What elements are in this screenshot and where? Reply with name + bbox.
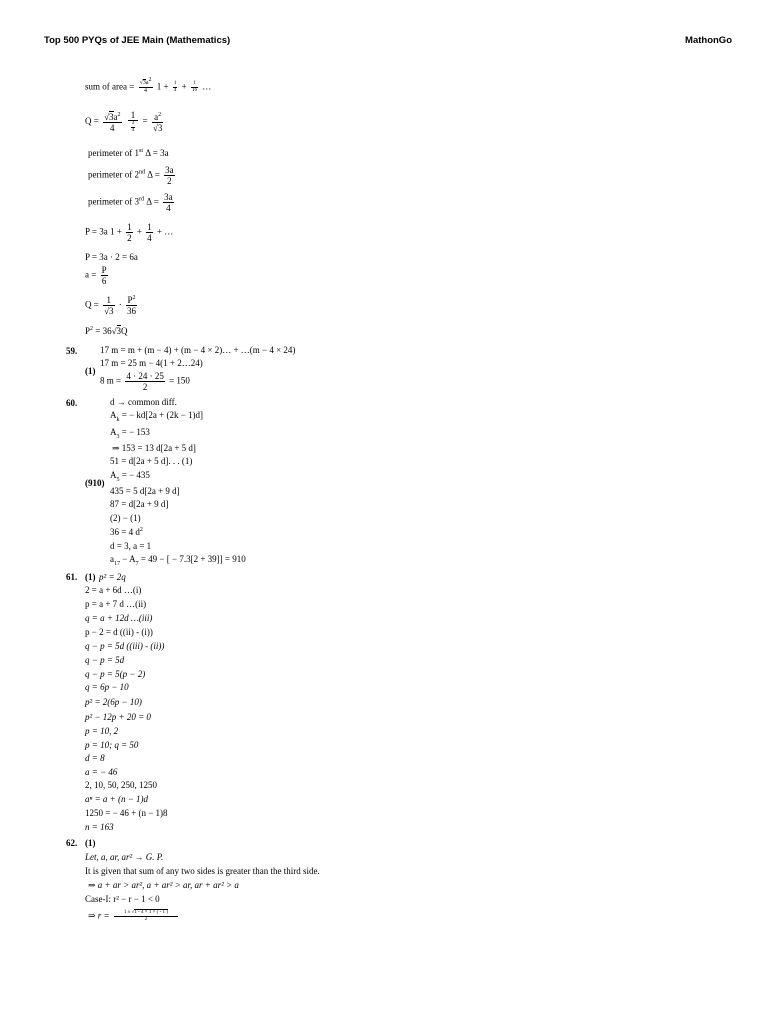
q59-line-3: 8 m = $\frac{4 \cdot 24 \cdot 25}{2}$ = 150 (100, 371, 190, 392)
q61-line-4: q = a + 12d …(iii) (85, 613, 153, 623)
q59-line-2: 17 m = 25 m − 4(1 + 2…24) (100, 358, 203, 368)
answer-62: (1) (85, 838, 96, 848)
q62-line-5: ⇒ r = $\frac{1 \pm √1 - 4 \times 1 \times ( - 1 )}{2}$ (88, 910, 180, 923)
q60-line-9: (2) − (1) (110, 513, 141, 523)
q61-line-19: n = 163 (85, 822, 114, 832)
q61-line-10: p² = 2(6p − 10) (85, 697, 142, 707)
q-area-line: Q = $\frac{√3a^2}{4}$ $\frac{1}{\frac{3}{4}}$ = $\frac{a^2}{√3}$ (85, 110, 163, 133)
q61-line-18: 1250 = − 46 + (n − 1)8 (85, 808, 168, 818)
q61-line-9: q = 6p − 10 (85, 682, 129, 692)
header-brand: MathonGo (685, 35, 732, 46)
answer-61: (1) (85, 572, 96, 582)
q-expression-line: Q = $\frac{1}{√3}$ · $\frac{P^2}{36}$ (85, 295, 137, 316)
perimeter-2-line: perimeter of 2nd Δ = $\frac{3a}{2}$ (88, 165, 174, 186)
q60-line-11: d = 3, a = 1 (110, 541, 152, 551)
sum-of-area-line: sum of area = $\frac{√3a^2}{4}$ 1 + $\frac{1}{4}$ + $\frac{1}{16}$ … (85, 77, 212, 94)
q61-line-3: p = a + 7 d …(ii) (85, 599, 147, 609)
q61-line-13: p = 10; q = 50 (85, 740, 139, 750)
q60-line-2: $A_k$ = − kd[2a + (2k − 1)d] (110, 410, 204, 423)
q61-line-8: q − p = 5(p − 2) (85, 669, 146, 679)
q62-line-3: ⇒ a + ar > ar², a + ar² > ar, ar + ar² > a (88, 880, 239, 890)
q60-line-5: 51 = d[2a + 5 d]. . . (1) (110, 456, 193, 466)
q61-line-16: 2, 10, 50, 250, 1250 (85, 780, 157, 790)
q60-line-1: d → common diff. (110, 397, 177, 407)
question-number-62: 62. (66, 838, 78, 848)
q60-line-8: 87 = d[2a + 9 d] (110, 499, 169, 509)
q62-line-2: It is given that sum of any two sides is greater than the third side. (85, 866, 320, 876)
q59-line-1: 17 m = m + (m − 4) + (m − 4 × 2)… + …(m − 4 × 24) (100, 345, 296, 355)
q61-line-12: p = 10, 2 (85, 726, 119, 736)
q60-line-6: $A_5$ = − 435 (110, 470, 150, 483)
q61-line-14: d = 8 (85, 753, 105, 763)
a-value-line: a = $\frac{P}{6}$ (85, 265, 107, 286)
header-title: Top 500 PYQs of JEE Main (Mathematics) (44, 35, 231, 46)
q60-line-4: ⇒ 153 = 13 d[2a + 5 d] (112, 443, 196, 453)
answer-59: (1) (85, 366, 96, 376)
q61-line-11: p² − 12p + 20 = 0 (85, 712, 151, 722)
q61-line-7: q − p = 5d (85, 655, 125, 665)
final-relation-line: $P^2 = 36√3Q$ (85, 326, 128, 336)
question-number-59: 59. (66, 346, 78, 356)
q60-line-7: 435 = 5 d[2a + 9 d] (110, 486, 180, 496)
q61-line-5: p − 2 = d ((ii) - (i)) (85, 627, 153, 637)
perimeter-1-line: perimeter of 1st Δ = 3a (88, 148, 169, 158)
q61-line-15: a = − 46 (85, 767, 118, 777)
question-number-61: 61. (66, 572, 78, 582)
q61-line-1: p² = 2q (99, 572, 126, 582)
q62-line-4: Case-I: r² − r − 1 < 0 (85, 894, 160, 904)
answer-60: (910) (85, 478, 105, 488)
q61-line-6: q − p = 5d ((iii) - (ii)) (85, 641, 165, 651)
perimeter-3-line: perimeter of 3rd Δ = $\frac{3a}{4}$ (88, 192, 173, 213)
q60-line-3: $A_3$ = − 153 (110, 427, 150, 440)
p-value-line: P = 3a · 2 = 6a (85, 252, 138, 262)
q62-line-1: Let, a, ar, ar² → G. P. (85, 852, 164, 862)
question-number-60: 60. (66, 398, 78, 408)
q60-line-10: 36 = 4 $d^2$ (110, 527, 143, 537)
p-series-line: P = 3a 1 + $\frac{1}{2}$ + $\frac{1}{4}$ + … (85, 222, 174, 243)
q61-line-17: aⁿ = a + (n − 1)d (85, 794, 149, 804)
q61-line-2: 2 = a + 6d …(i) (85, 585, 142, 595)
q60-line-12: $a_{17} - A_7 = 49$ − [ − 7.3[2 + 39]] = 910 (110, 554, 246, 567)
